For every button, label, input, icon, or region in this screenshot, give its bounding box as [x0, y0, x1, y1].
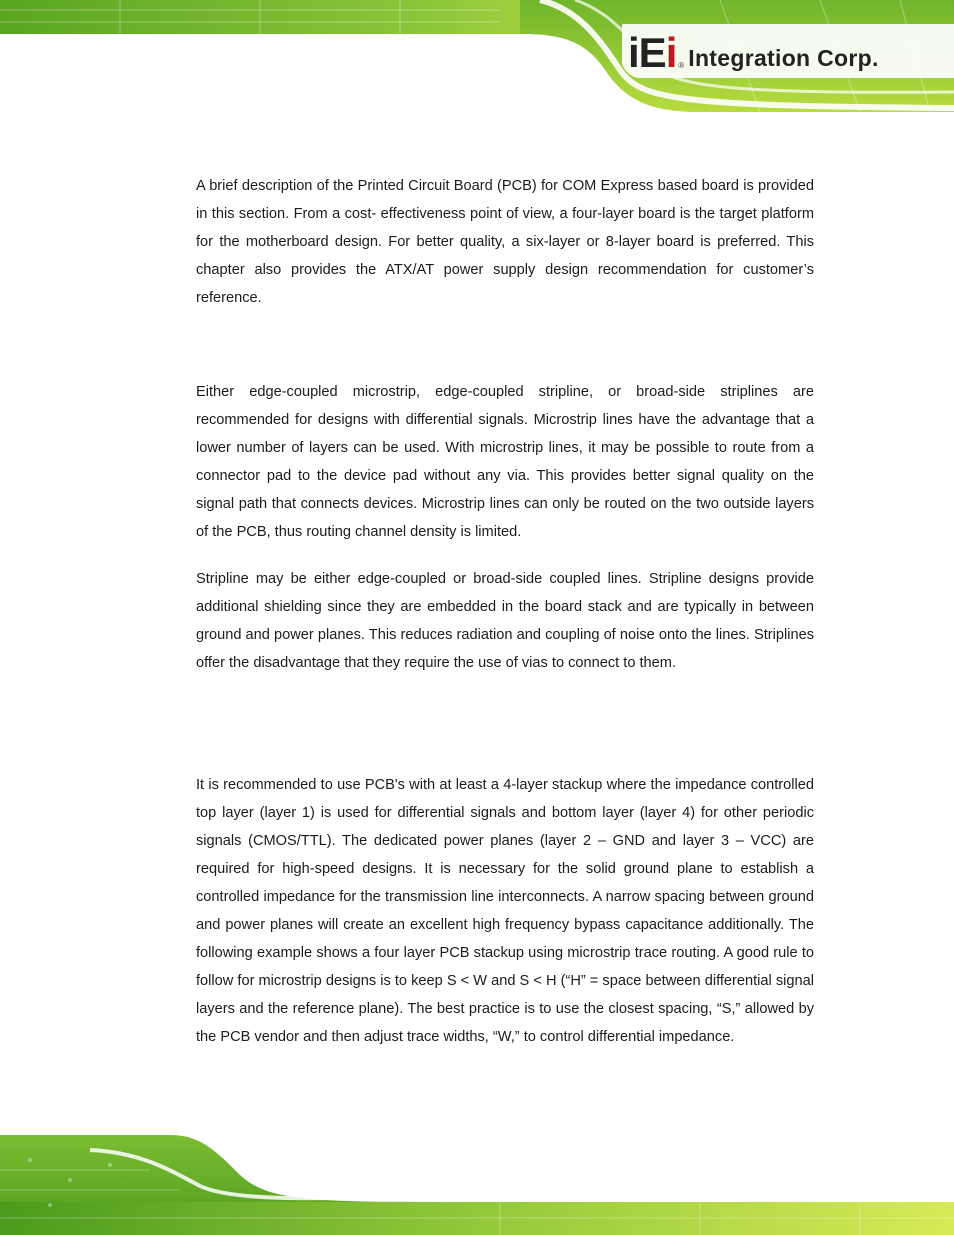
- paragraph-microstrip: Either edge-coupled microstrip, edge-coupled stripline, or broad-side striplines are recommended for designs with differential signals. Microstrip lines have the advantage that a lower number of layers can be used. With microstrip lines, it may be possible to route from a connector pad to the device pad without any via. This provides better signal quality on the signal path that connects devices. Microstrip lines can only be routed on the two outside layers of the PCB, thus routing channel density is limited.: [196, 384, 814, 540]
- page-footer-banner: [0, 1130, 954, 1235]
- footer-background-graphic: [0, 1130, 954, 1235]
- registered-mark: ®: [678, 61, 685, 70]
- paragraph-stripline: Stripline may be either edge-coupled or broad-side coupled lines. Stripline designs provide additional shielding since they are embedded in the board stack and are typically in between ground and power planes. This reduces radiation and coupling of noise onto the lines. Striplines offer the disadvantage that they require the use of vias to connect to them.: [196, 571, 814, 671]
- paragraph-stackup: It is recommended to use PCB's with at least a 4-layer stackup where the impedance controlled top layer (layer 1) is used for differential signals and bottom layer (layer 4) for other periodic signals (CMOS/TTL). The dedicated power planes (layer 2 – GND and layer 3 – VCC) are required for high-speed designs. It is necessary for the solid ground plane to establish a controlled impedance for the transmission line interconnects. A narrow spacing between ground and power planes will create an excellent high frequency bypass capacitance additionally. The following example shows a four layer PCB stackup using microstrip trace routing. A good rule to follow for microstrip designs is to keep S < W and S < H (“H” = space between differential signal layers and the reference plane). The best practice is to use the closest spacing, “S,” allowed by the PCB vendor and then adjust trace widths, “W,” to control differential impedance.: [196, 777, 814, 1045]
- page-header-banner: [0, 0, 954, 112]
- logo-company-name: Integration Corp.: [688, 45, 879, 71]
- company-logo: [628, 26, 879, 74]
- logo-mark: iEi: [628, 29, 677, 76]
- paragraph-pcb-intro: A brief description of the Printed Circuit Board (PCB) for COM Express based board is provided in this section. From a cost- effectiveness point of view, a four-layer board is the target platform for the motherboard design. For better quality, a six-layer or 8-layer board is preferred. This chapter also provides the ATX/AT power supply design recommendation for customer’s reference.: [196, 178, 814, 306]
